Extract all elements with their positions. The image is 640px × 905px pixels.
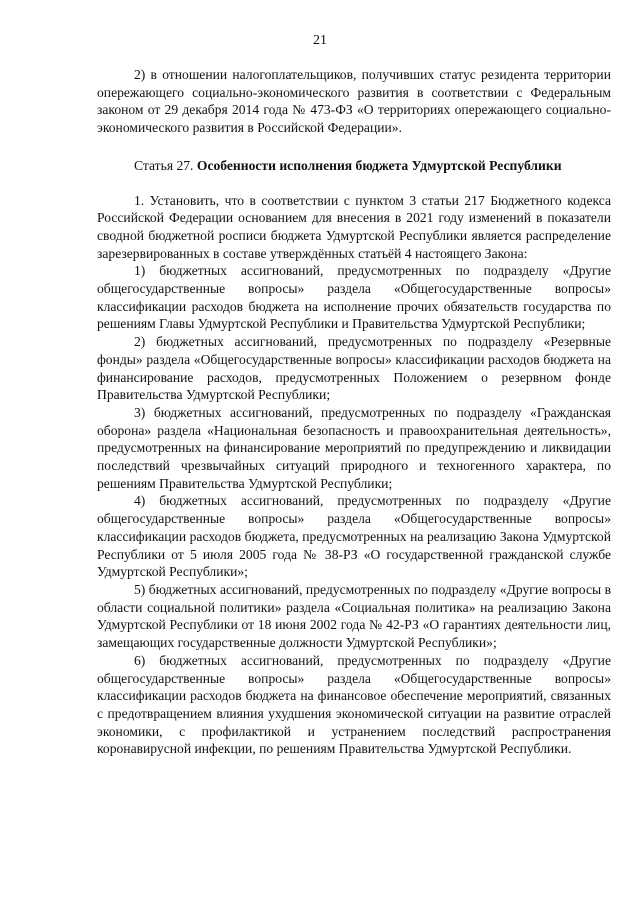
list-item: 1) бюджетных ассигнований, предусмотренных по подразделу «Другие общегосударственные вопросы» раздела «Общегосударственные вопросы» классификации расходов бюджета на исполнение прочих обязательств государства по решениям Главы Удмуртской Республики и Правительства Удмуртской Республики; xyxy=(97,263,611,332)
article-title: Особенности исполнения бюджета Удмуртской Республики xyxy=(196,157,562,173)
list-item: 3) бюджетных ассигнований, предусмотренных по подразделу «Гражданская оборона» раздела «Национальная безопасность и правоохранительная деятельность», предусмотренных на финансирование мероприятий по предупреждению и ликвидации последствий чрезвычайных ситуаций природного и техногенного характера, по решениям Правительства Удмуртской Республики; xyxy=(97,404,611,491)
article-heading xyxy=(97,157,611,175)
intro-paragraph: 2) в отношении налогоплательщиков, получивших статус резидента территории опережающего социально-экономического развития в соответствии с Федеральным законом от 29 декабря 2014 года № 473-ФЗ «О территориях опережающего социально-экономического развития в Российской Федерации». xyxy=(97,67,611,136)
document-body xyxy=(97,66,611,758)
list-item: 2) бюджетных ассигнований, предусмотренных по подразделу «Резервные фонды» раздела «Общегосударственные вопросы» классификации расходов бюджета на финансирование расходов, предусмотренных Положением о резервном фонде Правительства Удмуртской Республики; xyxy=(97,334,611,403)
clause-1-paragraph: 1. Установить, что в соответствии с пунктом 3 статьи 217 Бюджетного кодекса Российской Федерации основанием для внесения в 2021 году изменений в показатели сводной бюджетной росписи бюджета Удмуртской Республики является распределение зарезервированных в составе утверждённых статьёй 4 настоящего Закона: xyxy=(97,192,611,261)
article-label: Статья 27. xyxy=(134,157,194,173)
list-item: 4) бюджетных ассигнований, предусмотренных по подразделу «Другие общегосударственные вопросы» раздела «Общегосударственные вопросы» классификации расходов бюджета, предусмотренных на реализацию Закона Удмуртской Республики от 5 июля 2005 года № 38-РЗ «О государственной гражданской службе Удмуртской Республики»; xyxy=(97,493,611,580)
list-item: 5) бюджетных ассигнований, предусмотренных по подразделу «Другие вопросы в области социальной политики» раздела «Социальная политика» на реализацию Закона Удмуртской Республики от 18 июня 2002 года № 42-РЗ «О гарантиях деятельности лиц, замещающих государственные должности Удмуртской Республики»; xyxy=(97,581,611,651)
page-number: 21 xyxy=(313,33,327,48)
list-item: 6) бюджетных ассигнований, предусмотренных по подразделу «Другие общегосударственные вопросы» раздела «Общегосударственные вопросы» классификации расходов бюджета на финансовое обеспечение мероприятий, связанных с предотвращением влияния ухудшения экономической ситуации на развитие отраслей экономики, с профилактикой и устранением последствий распространения коронавирусной инфекции, по решениям Правительства Удмуртской Республики. xyxy=(97,652,611,757)
